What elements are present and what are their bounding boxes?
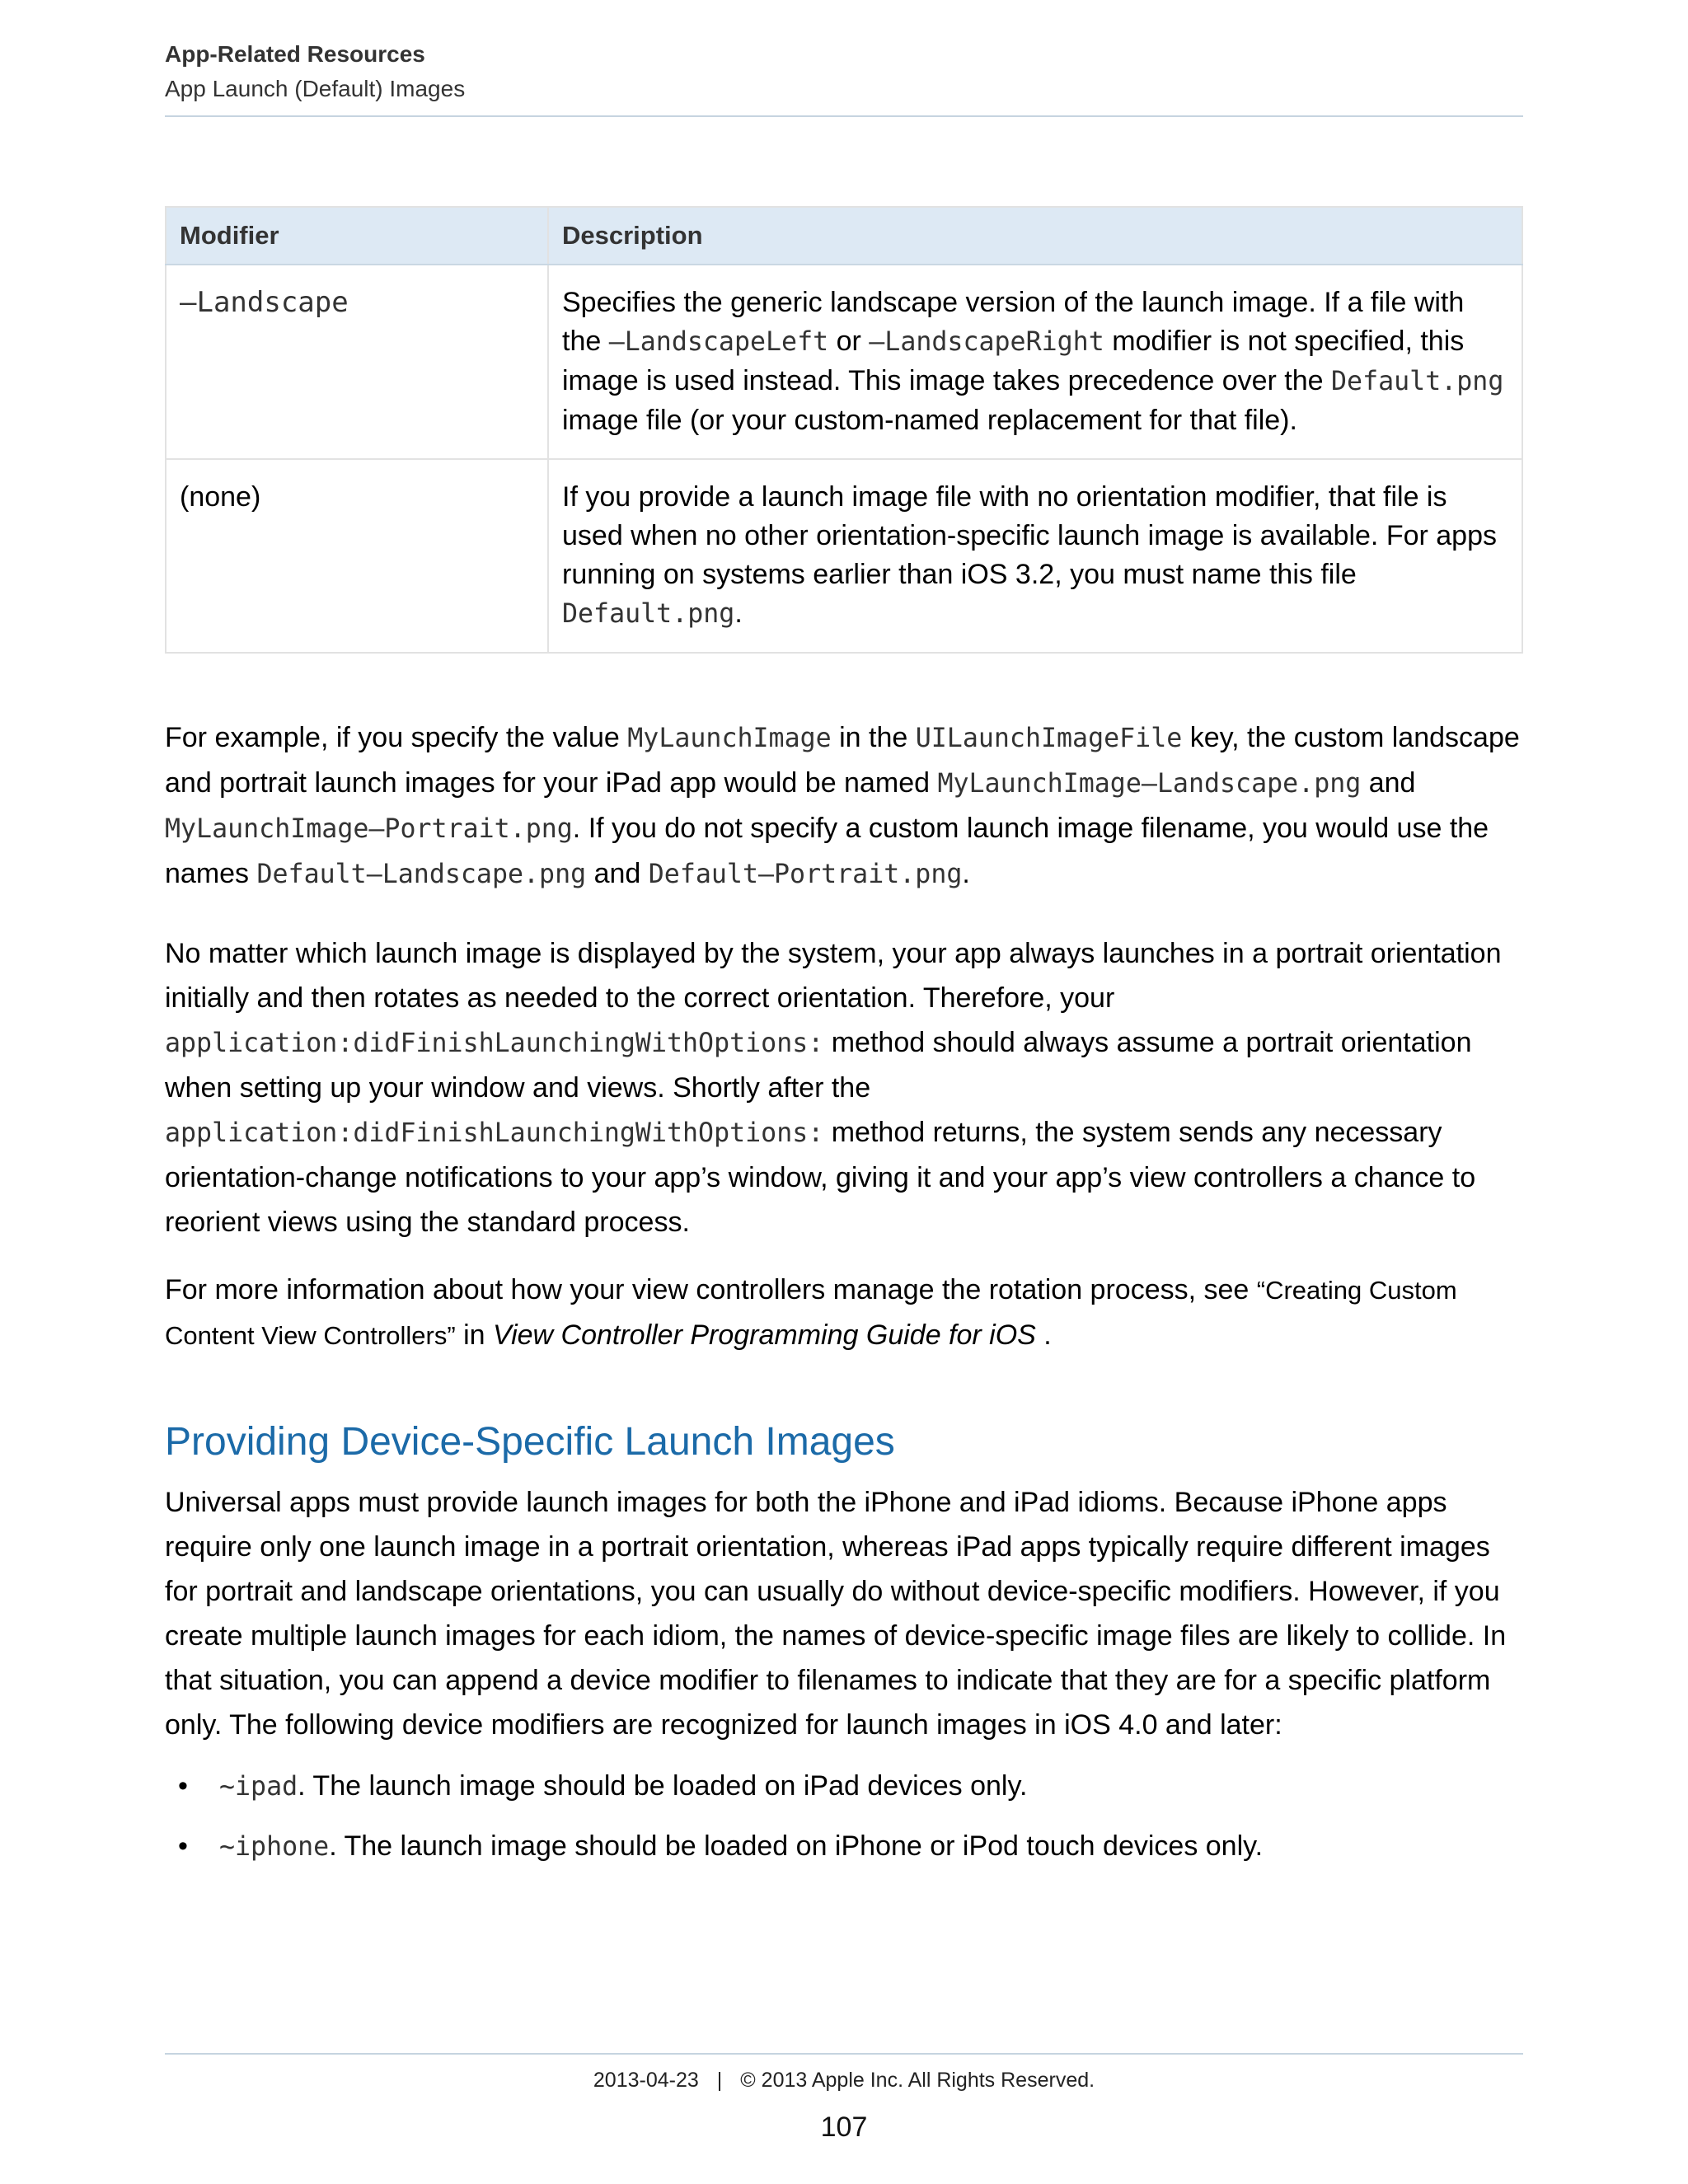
list-item <box>165 1824 1523 1869</box>
footer-divider <box>165 2053 1523 2055</box>
code-default-landscape: Default–Landscape.png <box>256 860 587 889</box>
paragraph-universal-apps: Universal apps must provide launch images for both the iPhone and iPad idioms. Because iPhone apps require only one launch image in a portrait orientation, whereas iPad apps typically require different images for portrait and landscape orientations, you can usually do without device-specific modifiers. However, if you create multiple launch images for each idiom, the names of device-specific image files are likely to collide. In that situation, you can append a device modifier to filenames to indicate that they are for a specific platform only. The following device modifiers are recognized for launch images in iOS 4.0 and later: <box>165 1487 1507 1741</box>
list-item <box>165 1764 1523 1809</box>
table-row <box>166 459 1522 653</box>
footer-date: 2013-04-23 <box>593 2069 699 2092</box>
modifier-table <box>165 206 1523 654</box>
code-landscape-filename: MyLaunchImage–Landscape.png <box>937 769 1362 799</box>
footer-separator: | <box>716 2069 723 2092</box>
body-text: key, the custom landscape and portrait launch images for your iPad app would be named <box>165 722 1520 799</box>
body-text: No matter which launch image is displayed by the system, your app always launches in a portrait orientation initially and then rotates as needed to the correct orientation. Therefore, your <box>165 938 1502 1014</box>
description-text: . <box>734 598 743 629</box>
modifier-cell: (none) <box>166 459 548 653</box>
description-text: Specifies the generic landscape version of the launch image. If a file with the <box>562 287 1465 357</box>
body-text: For example, if you specify the value <box>165 722 628 753</box>
column-header-modifier: Modifier <box>166 207 548 265</box>
modifier-cell <box>166 265 548 459</box>
code-iphone: ~iphone <box>219 1832 330 1862</box>
code-default-portrait: Default–Portrait.png <box>648 860 963 889</box>
list-item-text: . The launch image should be loaded on iPhone or iPod touch devices only. <box>329 1830 1264 1862</box>
body-text: and <box>586 858 649 889</box>
modifier-code: –Landscape <box>180 286 349 319</box>
table-header-row <box>166 207 1522 265</box>
code-did-finish-launching: application:didFinishLaunchingWithOptions: <box>165 1029 824 1058</box>
body-text: . <box>962 858 970 889</box>
body-text: method should always assume a portrait orientation when setting up your window and views. Shortly after the <box>165 1027 1472 1104</box>
column-header-description: Description <box>548 207 1522 265</box>
description-cell <box>548 265 1522 459</box>
paragraph-orientation <box>165 931 1523 1244</box>
body-text: . If you do not specify a custom launch image filename, you would use the names <box>165 813 1489 889</box>
body-text: For more information about how your view controllers manage the rotation process, see <box>165 1274 1257 1305</box>
table-row <box>166 265 1522 459</box>
device-modifier-list <box>165 1764 1523 1884</box>
bullet-icon: • <box>178 1770 188 1802</box>
description-text: image file (or your custom-named replacement for that file). <box>562 405 1297 436</box>
code-default-png: Default.png <box>562 599 735 629</box>
code-landscape-left: –LandscapeLeft <box>608 327 829 357</box>
description-text: modifier is not specified, this image is used instead. This image takes precedence over the <box>562 326 1465 396</box>
cross-reference-link[interactable]: “Creating Custom Content View Controllers” <box>165 1276 1457 1350</box>
code-portrait-filename: MyLaunchImage–Portrait.png <box>165 814 573 844</box>
code-uilaunchimagefile: UILaunchImageFile <box>915 724 1183 753</box>
header-section-title: App Launch (Default) Images <box>165 76 466 101</box>
page-number: 107 <box>820 2111 868 2143</box>
code-landscape-right: –LandscapeRight <box>869 327 1104 357</box>
list-item-text: . The launch image should be loaded on iPad devices only. <box>298 1770 1028 1802</box>
paragraph-more-info <box>165 1268 1523 1358</box>
body-text: method returns, the system sends any necessary orientation-change notifications to your app’s window, giving it and your app’s view controllers a chance to reorient views using the standard process. <box>165 1117 1476 1238</box>
body-text: in the <box>831 722 916 753</box>
section-heading: Providing Device-Specific Launch Images <box>165 1420 895 1464</box>
description-text: or <box>828 326 870 357</box>
footer <box>0 2069 1688 2093</box>
body-text: . <box>1035 1319 1052 1351</box>
book-title: View Controller Programming Guide for iOS <box>493 1319 1036 1351</box>
page-header <box>165 36 1523 117</box>
header-chapter-title: App-Related Resources <box>165 41 425 67</box>
bullet-icon: • <box>178 1830 188 1862</box>
footer-copyright: © 2013 Apple Inc. All Rights Reserved. <box>740 2069 1095 2092</box>
code-default-png: Default.png <box>1331 367 1504 396</box>
body-text: and <box>1361 767 1416 799</box>
paragraph-example <box>165 715 1523 897</box>
description-cell <box>548 459 1522 653</box>
description-text: If you provide a launch image file with no orientation modifier, that file is used when no other orientation-specific launch image is available. For apps running on systems earlier than iOS 3.2, you must name this file <box>562 481 1497 590</box>
code-mylaunchimage: MyLaunchImage <box>627 724 832 753</box>
code-ipad: ~ipad <box>219 1772 298 1802</box>
body-text: in <box>455 1319 493 1351</box>
code-did-finish-launching: application:didFinishLaunchingWithOptions: <box>165 1118 824 1148</box>
